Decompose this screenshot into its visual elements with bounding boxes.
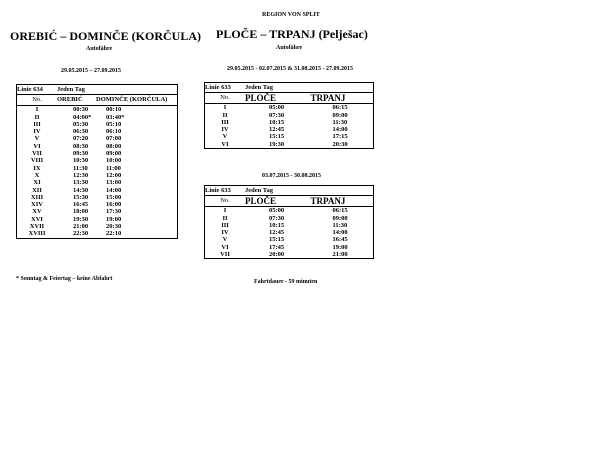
- arrival-time: 05:10: [106, 120, 122, 128]
- trip-number: II: [34, 113, 40, 121]
- departure-time: 09:30: [73, 150, 89, 158]
- departure-time: 21:00: [73, 223, 89, 231]
- trip-number: IV: [221, 229, 229, 237]
- arrival-time: 06:15: [332, 104, 348, 112]
- r2-line-row: [205, 186, 374, 196]
- arrival-time: 17:30: [106, 208, 122, 216]
- arrival-time: 16:45: [332, 236, 348, 244]
- arrival-time: 20:30: [106, 223, 122, 231]
- line-label: Linie 633: [205, 186, 246, 196]
- departure-time: 17:45: [269, 243, 285, 251]
- arrival-time: 08:00: [106, 142, 122, 150]
- trip-number: III: [221, 118, 229, 126]
- arrival-time: 15:00: [106, 193, 122, 201]
- departure-time: 07:30: [269, 214, 285, 222]
- col-header-no: No.: [205, 93, 246, 104]
- trip-number: III: [33, 120, 41, 128]
- trip-number: XVII: [29, 223, 45, 231]
- departure-time: 10:15: [269, 118, 285, 126]
- departure-time: 08:30: [73, 142, 89, 150]
- departure-time: 15:15: [269, 133, 285, 141]
- left-table-header-row: [17, 95, 178, 106]
- trip-number: I: [35, 106, 39, 114]
- r1-line-row: [205, 83, 374, 93]
- trip-number: III: [221, 221, 229, 229]
- trip-number: VI: [221, 140, 229, 148]
- days-label: Jeden Tag: [245, 83, 374, 93]
- arrival-time: 09:00: [332, 111, 348, 119]
- arrival-time: 13:00: [106, 179, 122, 187]
- trip-number: VII: [220, 251, 230, 259]
- departure-time: 20:00: [269, 251, 285, 259]
- trip-number: II: [222, 214, 228, 222]
- arrival-time: 09:00: [106, 150, 122, 158]
- arrival-time: 06:15: [332, 207, 348, 215]
- arrival-time: 09:00: [332, 214, 348, 222]
- arrival-time: 11:30: [332, 221, 348, 229]
- table-row: [205, 104, 374, 112]
- left-period: 29.05.2015 – 27.09.2015: [61, 68, 121, 74]
- region-heading: REGION VON SPLIT: [262, 12, 320, 18]
- trip-number: I: [223, 207, 227, 215]
- trip-number: I: [223, 104, 227, 112]
- arrival-time: 10:00: [106, 157, 122, 165]
- table-row: [205, 141, 374, 149]
- table-row: [17, 179, 178, 186]
- departure-time: 05:00: [269, 104, 285, 112]
- departure-time: 04:00*: [73, 113, 92, 121]
- days-label: Jeden Tag: [245, 186, 374, 196]
- arrival-time: 14:00: [332, 229, 348, 237]
- arrival-time: 19:00: [106, 215, 122, 223]
- table-row: [17, 121, 178, 128]
- table-row: [17, 165, 178, 172]
- table-row: [205, 251, 374, 259]
- table-row: [17, 194, 178, 201]
- left-route-title: OREBIĆ – DOMINČE (KORČULA): [10, 29, 202, 43]
- trip-number: XVIII: [28, 230, 46, 238]
- departure-time: 07:20: [73, 135, 89, 143]
- left-table-line-row: [17, 85, 178, 95]
- table-row: [17, 106, 178, 114]
- departure-time: 05:30: [73, 120, 89, 128]
- arrival-time: 16:00: [106, 201, 122, 209]
- table-row: [17, 114, 178, 121]
- arrival-time: 14:00: [332, 126, 348, 134]
- trip-number: XII: [32, 186, 42, 194]
- trip-number: XIII: [30, 193, 44, 201]
- table-row: [205, 119, 374, 126]
- departure-time: 12:45: [269, 126, 285, 134]
- arrival-time: 17:15: [332, 133, 348, 141]
- r1-header-row: [205, 93, 374, 104]
- right-subtitle: Autofähre: [276, 45, 303, 51]
- line-label: Linie 634: [17, 85, 58, 95]
- arrival-time: 19:00: [332, 243, 348, 251]
- departure-time: 07:30: [269, 111, 285, 119]
- table-row: [205, 229, 374, 236]
- arrival-time: 22:10: [106, 230, 122, 238]
- table-row: [17, 143, 178, 150]
- table-row: [17, 157, 178, 164]
- col-header-departure: OREBIĆ: [57, 95, 96, 106]
- right-route-title: PLOČE – TRPANJ (Pelješac): [216, 27, 368, 41]
- trip-number: IV: [33, 128, 41, 136]
- departure-time: 15:30: [73, 193, 89, 201]
- travel-duration: Fahrtdauer - 59 minuten: [254, 279, 318, 285]
- departure-time: 13:30: [73, 179, 89, 187]
- arrival-time: 12:00: [106, 171, 122, 179]
- trip-number: VII: [32, 150, 42, 158]
- trip-number: II: [222, 111, 228, 119]
- departure-time: 14:30: [73, 186, 89, 194]
- trip-number: V: [222, 133, 228, 141]
- left-note: * Sonntag & Feiertag – keine Abfahrt: [16, 276, 113, 282]
- table-row: [205, 112, 374, 119]
- right-period-2: 03.07.2015 - 30.08.2015: [262, 173, 321, 179]
- trip-number: IX: [33, 164, 41, 172]
- trip-number: VI: [33, 142, 41, 150]
- departure-time: 19:30: [269, 140, 285, 148]
- departure-time: 06:30: [73, 128, 89, 136]
- left-subtitle: Autofähre: [86, 46, 113, 52]
- trip-number: V: [222, 236, 228, 244]
- departure-time: 00:30: [73, 106, 89, 114]
- right-timetable-2: [204, 185, 374, 259]
- table-row: [205, 222, 374, 229]
- trip-number: XI: [33, 179, 41, 187]
- table-row: [17, 201, 178, 208]
- table-row: [17, 216, 178, 223]
- arrival-time: 00:10: [106, 106, 122, 114]
- col-header-arrival: DOMINČE (KORČULA): [96, 95, 177, 106]
- table-row: [205, 236, 374, 243]
- table-row: [205, 244, 374, 251]
- col-header-arrival: TRPANJ: [311, 93, 374, 104]
- departure-time: 10:15: [269, 221, 285, 229]
- trip-number: VI: [221, 243, 229, 251]
- departure-time: 16:45: [73, 201, 89, 209]
- table-row: [17, 172, 178, 179]
- r2-header-row: [205, 196, 374, 207]
- trip-number: XIV: [31, 201, 43, 209]
- right-period-1: 29.05.2015 - 02.07.2015 & 31.08.2015 - 27.09.2015: [227, 66, 353, 72]
- table-row: [205, 215, 374, 222]
- line-label: Linie 633: [205, 83, 246, 93]
- table-row: [205, 207, 374, 215]
- trip-number: XV: [32, 208, 42, 216]
- table-row: [17, 135, 178, 142]
- departure-time: 15:15: [269, 236, 285, 244]
- departure-time: 22:30: [73, 230, 89, 238]
- trip-number: IV: [221, 126, 229, 134]
- arrival-time: 06:10: [106, 128, 122, 136]
- trip-number: XVI: [31, 215, 43, 223]
- trip-number: V: [34, 135, 40, 143]
- arrival-time: 11:00: [106, 164, 121, 172]
- trip-number: VIII: [30, 157, 44, 165]
- arrival-time: 03:40*: [106, 113, 125, 121]
- left-timetable: [16, 84, 178, 239]
- col-header-departure: PLOČE: [245, 93, 311, 104]
- table-row: [205, 126, 374, 133]
- col-header-arrival: TRPANJ: [311, 196, 374, 207]
- arrival-time: 20:30: [332, 140, 348, 148]
- arrival-time: 14:00: [106, 186, 122, 194]
- departure-time: 11:30: [73, 164, 88, 172]
- departure-time: 18:00: [73, 208, 89, 216]
- right-timetable-1: [204, 82, 374, 149]
- table-row: [17, 223, 178, 230]
- arrival-time: 07:00: [106, 135, 122, 143]
- table-row: [17, 208, 178, 215]
- departure-time: 12:45: [269, 229, 285, 237]
- trip-number: X: [34, 171, 40, 179]
- table-row: [17, 187, 178, 194]
- arrival-time: 11:30: [332, 118, 348, 126]
- table-row: [17, 150, 178, 157]
- table-row: [17, 230, 178, 238]
- days-label: Jeden Tag: [57, 85, 178, 95]
- table-row: [17, 128, 178, 135]
- departure-time: 05:00: [269, 207, 285, 215]
- departure-time: 10:30: [73, 157, 89, 165]
- col-header-departure: PLOČE: [245, 196, 311, 207]
- col-header-no: No.: [17, 95, 58, 106]
- departure-time: 19:30: [73, 215, 89, 223]
- arrival-time: 21:00: [332, 251, 348, 259]
- table-row: [205, 133, 374, 140]
- col-header-no: No.: [205, 196, 246, 207]
- departure-time: 12:30: [73, 171, 89, 179]
